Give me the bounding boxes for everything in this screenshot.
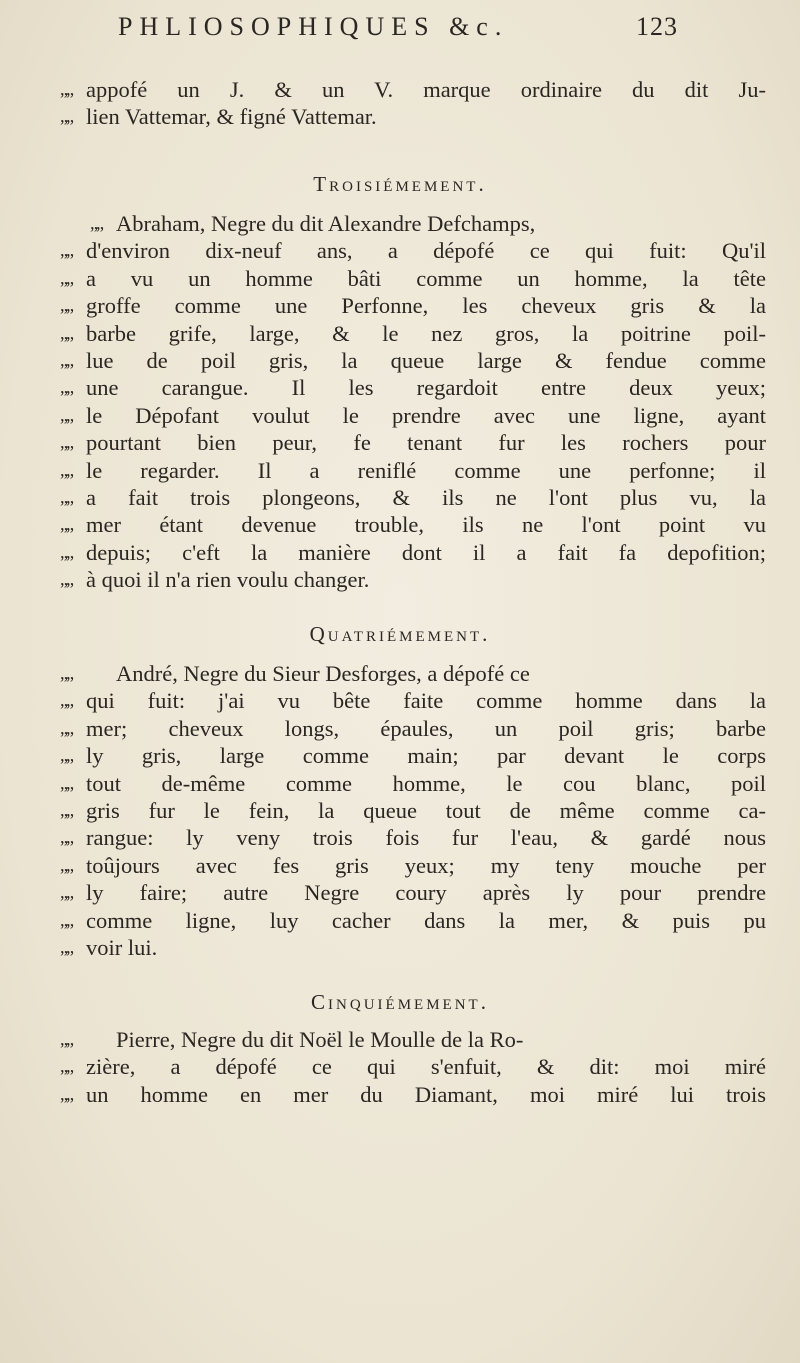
text-line: un homme en mer du Diamant, moi miré lui trois xyxy=(86,1081,766,1107)
text-line: le Dépofant voulut le prendre avec une ligne, ayant xyxy=(86,402,766,428)
quote-mark: „„ xyxy=(60,267,72,288)
quote-mark: „„ xyxy=(60,459,72,480)
text-line: mer; cheveux longs, épaules, un poil gris; barbe xyxy=(86,715,766,741)
quote-mark: „„ xyxy=(60,541,72,562)
paragraph-pierre xyxy=(60,1026,766,1108)
quote-mark: „„ xyxy=(60,322,72,343)
quote-mark: „„ xyxy=(60,1029,72,1049)
text-line: rangue: ly veny trois fois fur l'eau, & gardé nous xyxy=(86,825,766,851)
text-line: groffe comme une Perfonne, les cheveux gris & la xyxy=(86,293,766,319)
text-line: comme ligne, luy cacher dans la mer, & puis pu xyxy=(86,907,766,933)
section-heading-quatriemement: Quatriémement. xyxy=(309,622,491,646)
quote-mark: „„ xyxy=(60,854,72,875)
quote-mark: „„ xyxy=(60,569,72,590)
text-line: le regarder. Il a reniflé comme une perfonne; il xyxy=(86,457,766,483)
text-line: voir lui. xyxy=(86,934,158,960)
quote-mark: „„ xyxy=(60,745,72,766)
quote-mark: „„ xyxy=(90,213,102,233)
text-line: appofé un J. & un V. marque ordinaire du dit Ju- xyxy=(86,77,766,102)
text-line: depuis; c'eft la manière dont il a fait fa depofition; xyxy=(86,539,766,565)
quote-mark: „„ xyxy=(60,1056,72,1077)
text-line: tout de-même comme homme, le cou blanc, poil xyxy=(86,770,766,796)
quote-mark: „„ xyxy=(60,882,72,903)
quote-mark: „„ xyxy=(60,432,72,453)
quote-mark: „„ xyxy=(60,514,72,535)
quote-mark: „„ xyxy=(60,827,72,848)
running-head-title: PHLIOSOPHIQUES &c. xyxy=(118,12,509,41)
quote-mark: „„ xyxy=(60,663,72,683)
quote-mark: „„ xyxy=(60,717,72,738)
text-line: ly gris, large comme main; par devant le corps xyxy=(86,743,766,769)
quote-mark: „„ xyxy=(60,295,72,316)
text-line: André, Negre du Sieur Desforges, a dépofé ce xyxy=(116,661,530,686)
paragraph-andre xyxy=(60,660,766,961)
text-line: a vu un homme bâti comme un homme, la tête xyxy=(86,265,766,291)
section-heading-troisiemement: Troisiémement. xyxy=(313,172,487,196)
quote-mark: „„ xyxy=(60,240,72,261)
text-line: toûjours avec fes gris yeux; my teny mouche per xyxy=(86,852,766,878)
quote-mark: „„ xyxy=(60,349,72,370)
text-line: Pierre, Negre du dit Noël le Moulle de la Ro- xyxy=(116,1027,524,1052)
text-line: à quoi il n'a rien voulu changer. xyxy=(86,567,370,593)
text-line: pourtant bien peur, fe tenant fur les rochers pour xyxy=(86,430,766,456)
quote-mark: „„ xyxy=(60,772,72,793)
page-number: 123 xyxy=(636,12,678,41)
text-line: a fait trois plongeons, & ils ne l'ont plus vu, la xyxy=(86,484,766,510)
quote-mark: „„ xyxy=(60,690,72,711)
paragraph-abraham xyxy=(60,210,766,593)
quote-mark: „„ xyxy=(60,377,72,398)
quote-mark: „„ xyxy=(60,936,72,957)
text-line: lien Vattemar, & figné Vattemar. xyxy=(86,104,377,130)
text-line: zière, a dépofé ce qui s'enfuit, & dit: moi miré xyxy=(86,1054,766,1080)
quote-mark: „„ xyxy=(60,1083,72,1104)
quote-mark: „„ xyxy=(60,909,72,930)
text-line: gris fur le fein, la queue tout de même comme ca- xyxy=(86,797,766,823)
text-line: barbe grife, large, & le nez gros, la poitrine poil- xyxy=(86,320,766,346)
quote-mark: „„ xyxy=(60,79,72,99)
section-heading-cinquiemement: Cinquiémement. xyxy=(311,990,489,1014)
quote-mark: „„ xyxy=(60,106,72,127)
text-line: mer étant devenue trouble, ils ne l'ont point vu xyxy=(86,512,766,538)
quote-mark: „„ xyxy=(60,404,72,425)
quote-mark: „„ xyxy=(60,486,72,507)
text-line: d'environ dix-neuf ans, a dépofé ce qui fuit: Qu'il xyxy=(86,238,766,264)
text-line: une carangue. Il les regardoit entre deux yeux; xyxy=(86,375,766,401)
text-line: qui fuit: j'ai vu bête faite comme homme dans la xyxy=(86,688,766,714)
quote-mark: „„ xyxy=(60,799,72,820)
text-line: Abraham, Negre du dit Alexandre Defchamps, xyxy=(116,211,536,236)
continuation-paragraph xyxy=(60,76,766,131)
running-head xyxy=(118,12,678,52)
text-line: lue de poil gris, la queue large & fendue comme xyxy=(86,347,766,373)
text-line: ly faire; autre Negre coury après ly pour prendre xyxy=(86,880,766,906)
